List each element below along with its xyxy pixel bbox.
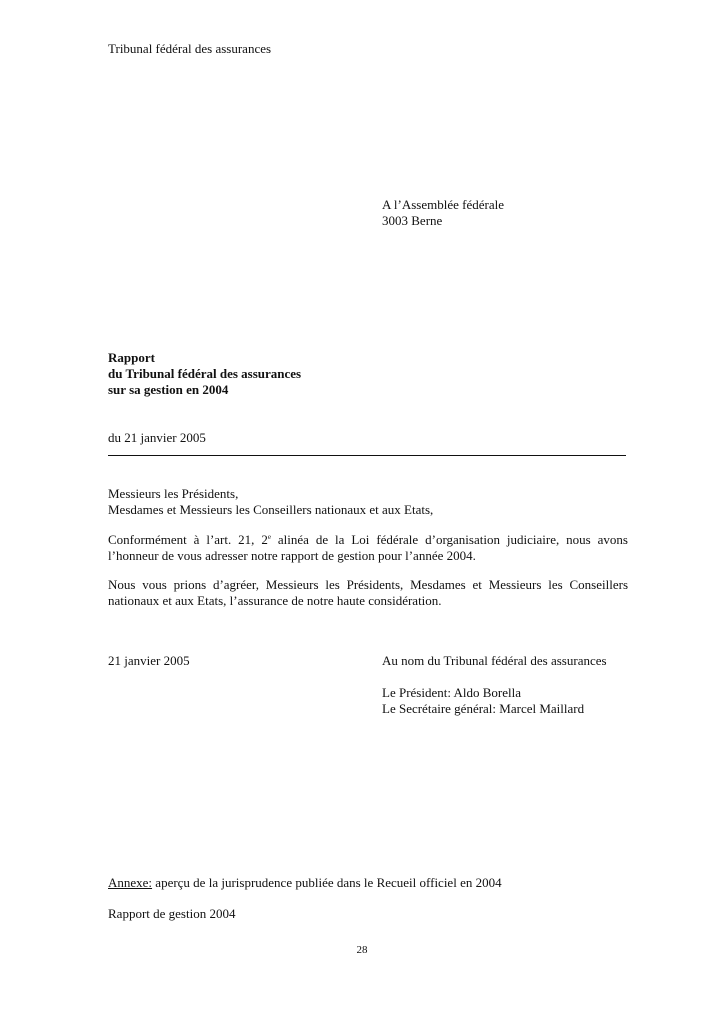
court-header: Tribunal fédéral des assurances [108,41,272,56]
superscript-e: e [267,533,271,541]
title-line-1: Rapport [108,350,155,365]
report-date: du 21 janvier 2005 [108,430,206,445]
recipient-line-1: A l’Assemblée fédérale [382,197,505,212]
paragraph1-start: Conformément à l’art. 21, 2 [108,532,268,547]
signature-date: 21 janvier 2005 [108,653,190,668]
salutation-line-1: Messieurs les Présidents, [108,486,239,501]
annex-label: Annexe: [108,875,153,890]
recipient-address [382,197,504,229]
secretary-line: Le Secrétaire général: Marcel Maillard [382,701,585,716]
paragraph-conformement [108,532,628,564]
annex-text: aperçu de la jurisprudence publiée dans le Recueil officiel en 2004 [152,875,502,890]
salutation-line-2: Mesdames et Messieurs les Conseillers nationaux et aux Etats, [108,502,434,517]
title-line-3: sur sa gestion en 2004 [108,382,229,397]
footer-report-title: Rapport de gestion 2004 [108,906,236,921]
president-line: Le Président: Aldo Borella [382,685,522,700]
annex-note [108,875,502,891]
page-number: 28 [356,944,368,956]
signature-block [382,653,607,717]
title-line-2: du Tribunal fédéral des assurances [108,366,302,381]
paragraph1-end: alinéa de la Loi fédérale d’organisation judiciaire, nous avons l’honneur de vous adresser notre rapport de gestion pour l’année 2004. [108,532,628,563]
salutation [108,486,628,518]
on-behalf-line: Au nom du Tribunal fédéral des assurances [382,653,607,668]
report-title [108,350,301,398]
recipient-line-2: 3003 Berne [382,213,443,228]
horizontal-rule [108,455,626,456]
paragraph-closing: Nous vous prions d’agréer, Messieurs les Présidents, Mesdames et Messieurs les Conseillers nationaux et aux Etats, l’assurance de notre haute considération. [108,577,628,608]
